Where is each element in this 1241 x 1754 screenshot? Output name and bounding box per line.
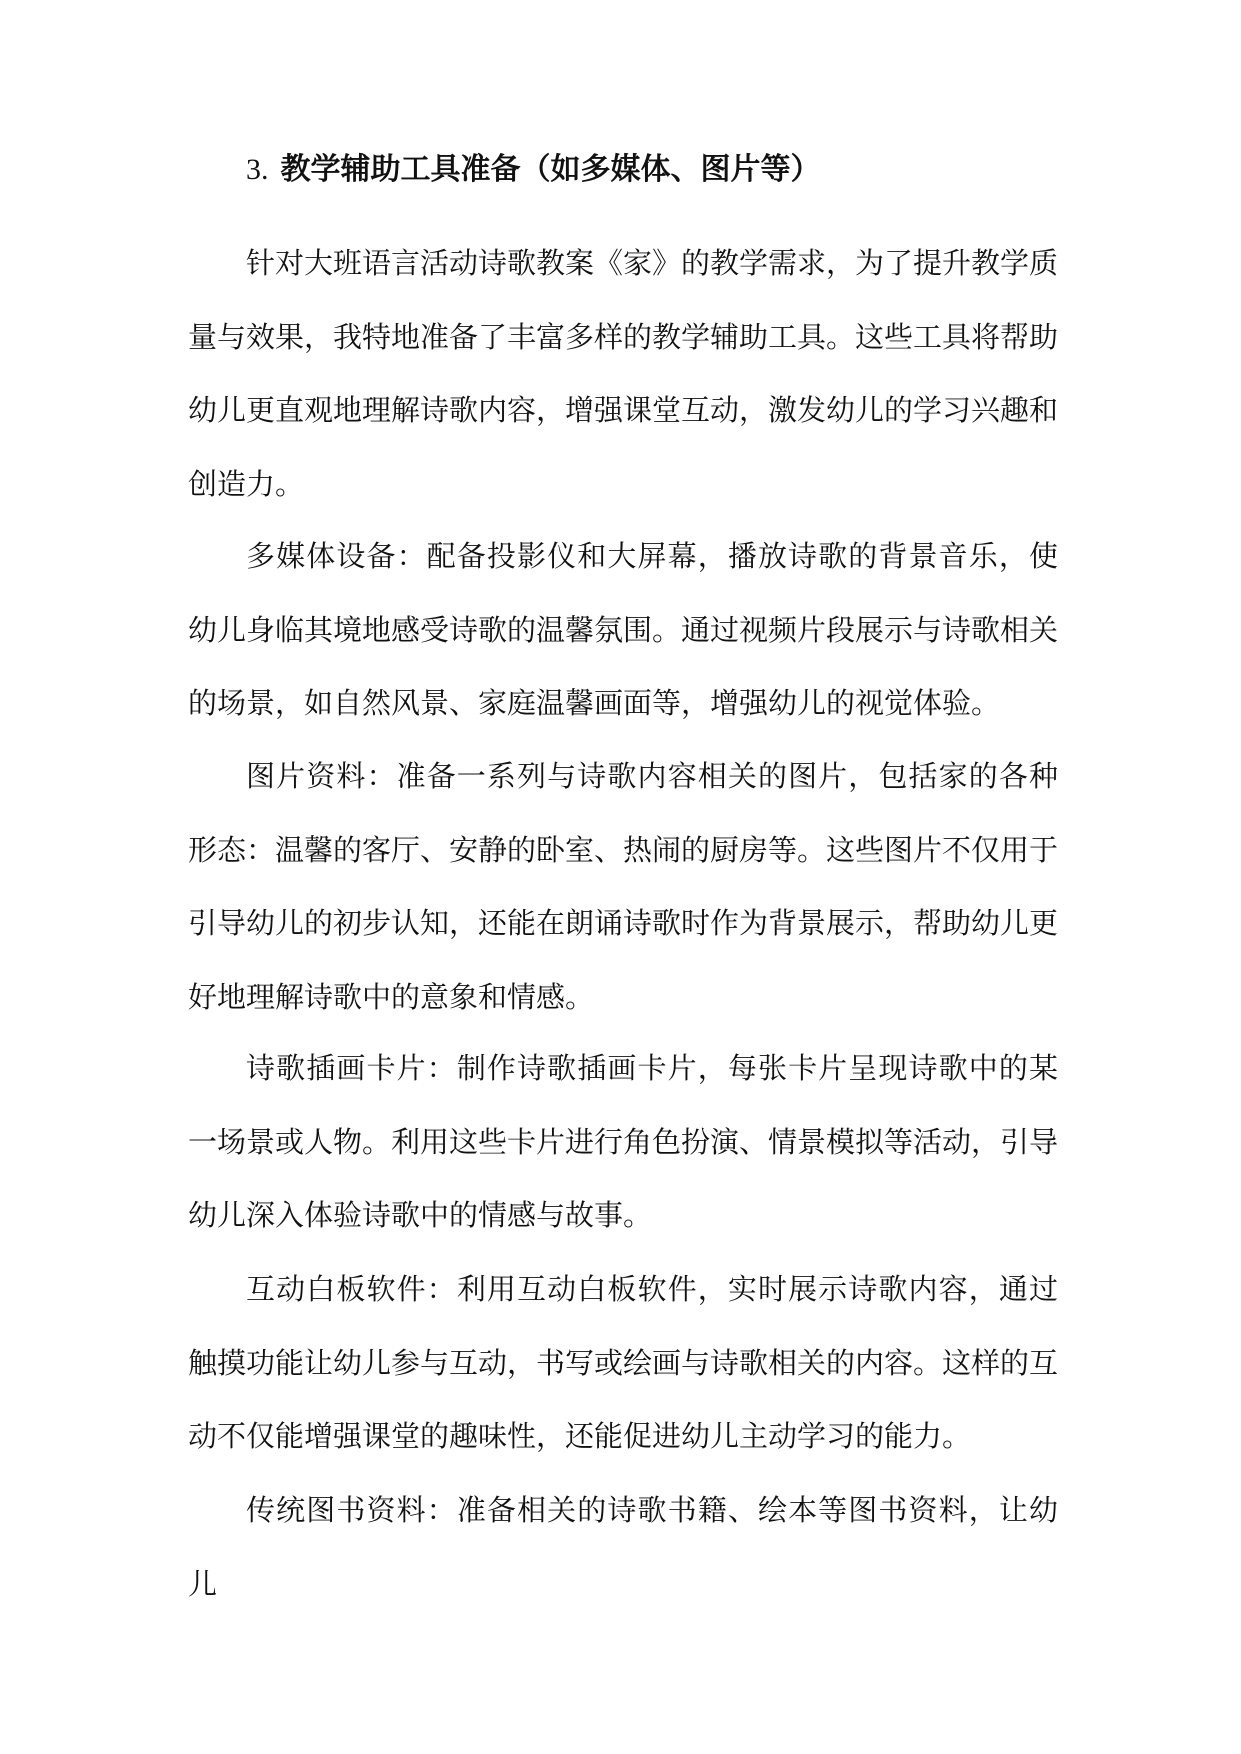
paragraph-lead: 图片资料：	[246, 759, 397, 793]
paragraph-text: 利用互动白板软件，实时展示诗歌内容，通过触摸功能让幼儿参与互动，书写或绘画与诗歌相关的内容。这样的互动不仅能增强课堂的趣味性，还能促进幼儿主动学习的能力。	[188, 1272, 1059, 1453]
paragraph-text: 配备投影仪和大屏幕，播放诗歌的背景音乐，使幼儿身临其境地感受诗歌的温馨氛围。通过视频片段展示与诗歌相关的场景，如自然风景、家庭温馨画面等，增强幼儿的视觉体验。	[188, 539, 1059, 720]
paragraph-books	[188, 1474, 1058, 1621]
section-heading	[246, 150, 1066, 190]
paragraph-lead: 诗歌插画卡片：	[246, 1051, 457, 1085]
paragraph-lead: 互动白板软件：	[246, 1272, 457, 1306]
section-title: 教学辅助工具准备（如多媒体、图片等）	[280, 152, 821, 187]
paragraph-intro	[188, 227, 1058, 521]
paragraph-whiteboard	[188, 1253, 1058, 1474]
paragraph-illustration-cards	[188, 1032, 1058, 1253]
paragraph-lead: 多媒体设备：	[246, 539, 427, 573]
section-number: 3.	[246, 153, 269, 186]
paragraph-lead: 传统图书资料：	[246, 1493, 457, 1527]
paragraph-text: 准备相关的诗歌书籍、绘本等图书资料，让幼儿	[188, 1493, 1058, 1601]
paragraph-pictures	[188, 740, 1058, 1034]
paragraph-text: 准备一系列与诗歌内容相关的图片，包括家的各种形态：温馨的客厅、安静的卧室、热闹的厨房等。这些图片不仅用于引导幼儿的初步认知，还能在朗诵诗歌时作为背景展示，帮助幼儿更好地理解诗歌中的意象和情感。	[188, 759, 1059, 1014]
paragraph-text: 制作诗歌插画卡片，每张卡片呈现诗歌中的某一场景或人物。利用这些卡片进行角色扮演、情景模拟等活动，引导幼儿深入体验诗歌中的情感与故事。	[188, 1051, 1059, 1232]
paragraph-multimedia	[188, 520, 1058, 741]
paragraph-text: 针对大班语言活动诗歌教案《家》的教学需求，为了提升教学质量与效果，我特地准备了丰富多样的教学辅助工具。这些工具将帮助幼儿更直观地理解诗歌内容，增强课堂互动，激发幼儿的学习兴趣和创造力。	[188, 246, 1059, 501]
